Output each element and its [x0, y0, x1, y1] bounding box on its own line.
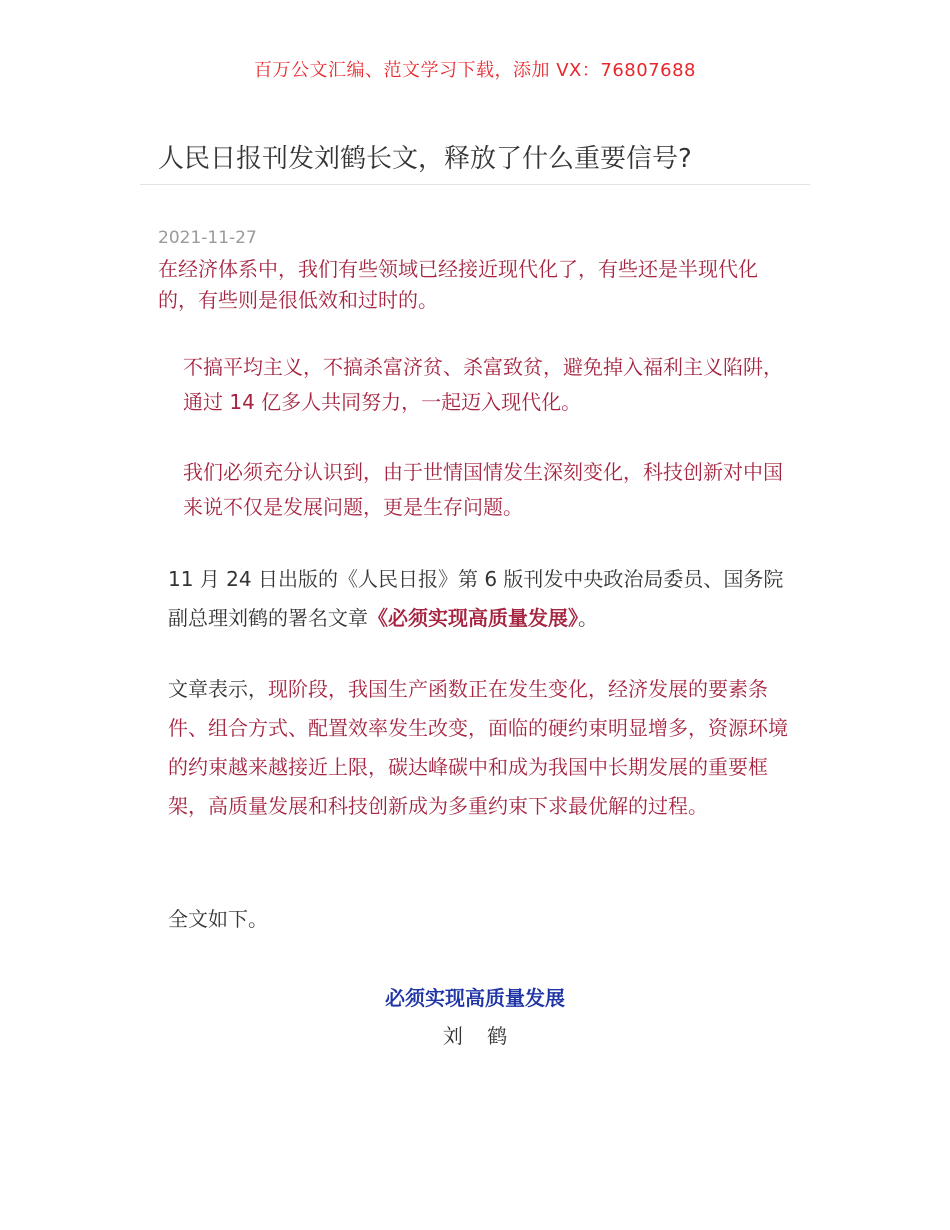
- intro-text: 11 月 24 日出版的《人民日报》第 6 版刊发中央政治局委员、国务院副总理刘鹤的署名文章: [168, 567, 784, 630]
- article-heading: 必须实现高质量发展: [385, 986, 565, 1010]
- author-name: 刘 鹤: [442, 1024, 508, 1048]
- summary-intro: 文章表示，: [168, 677, 268, 701]
- title-divider: [140, 184, 810, 185]
- quote-paragraph: 我们必须充分认识到，由于世情国情发生深刻变化，科技创新对中国来说不仅是发展问题，更是生存问题。: [183, 460, 783, 519]
- promo-banner: 百万公文汇编、范文学习下载，添加 VX：76807688: [254, 60, 696, 81]
- publish-date: 2021-11-27: [158, 228, 257, 248]
- quote-paragraph: 不搞平均主义，不搞杀富济贫、杀富致贫，避免掉入福利主义陷阱，通过 14 亿多人共同努力，一起迈入现代化。: [183, 355, 783, 414]
- intro-end: 。: [578, 606, 598, 630]
- intro-paragraph: [168, 560, 788, 638]
- article-title-link: 《必须实现高质量发展》: [368, 606, 578, 630]
- page-title: 人民日报刊发刘鹤长文，释放了什么重要信号?: [158, 144, 692, 174]
- summary-paragraph: [168, 670, 788, 826]
- lead-paragraph: 在经济体系中，我们有些领域已经接近现代化了，有些还是半现代化的，有些则是很低效和过时的。: [158, 257, 758, 312]
- summary-text: 现阶段，我国生产函数正在发生变化，经济发展的要素条件、组合方式、配置效率发生改变，面临的硬约束明显增多，资源环境的约束越来越接近上限，碳达峰碳中和成为我国中长期发展的重要框架，高质量发展和科技创新成为多重约束下求最优解的过程。: [168, 677, 788, 818]
- fulltext-note: 全文如下。: [168, 907, 268, 931]
